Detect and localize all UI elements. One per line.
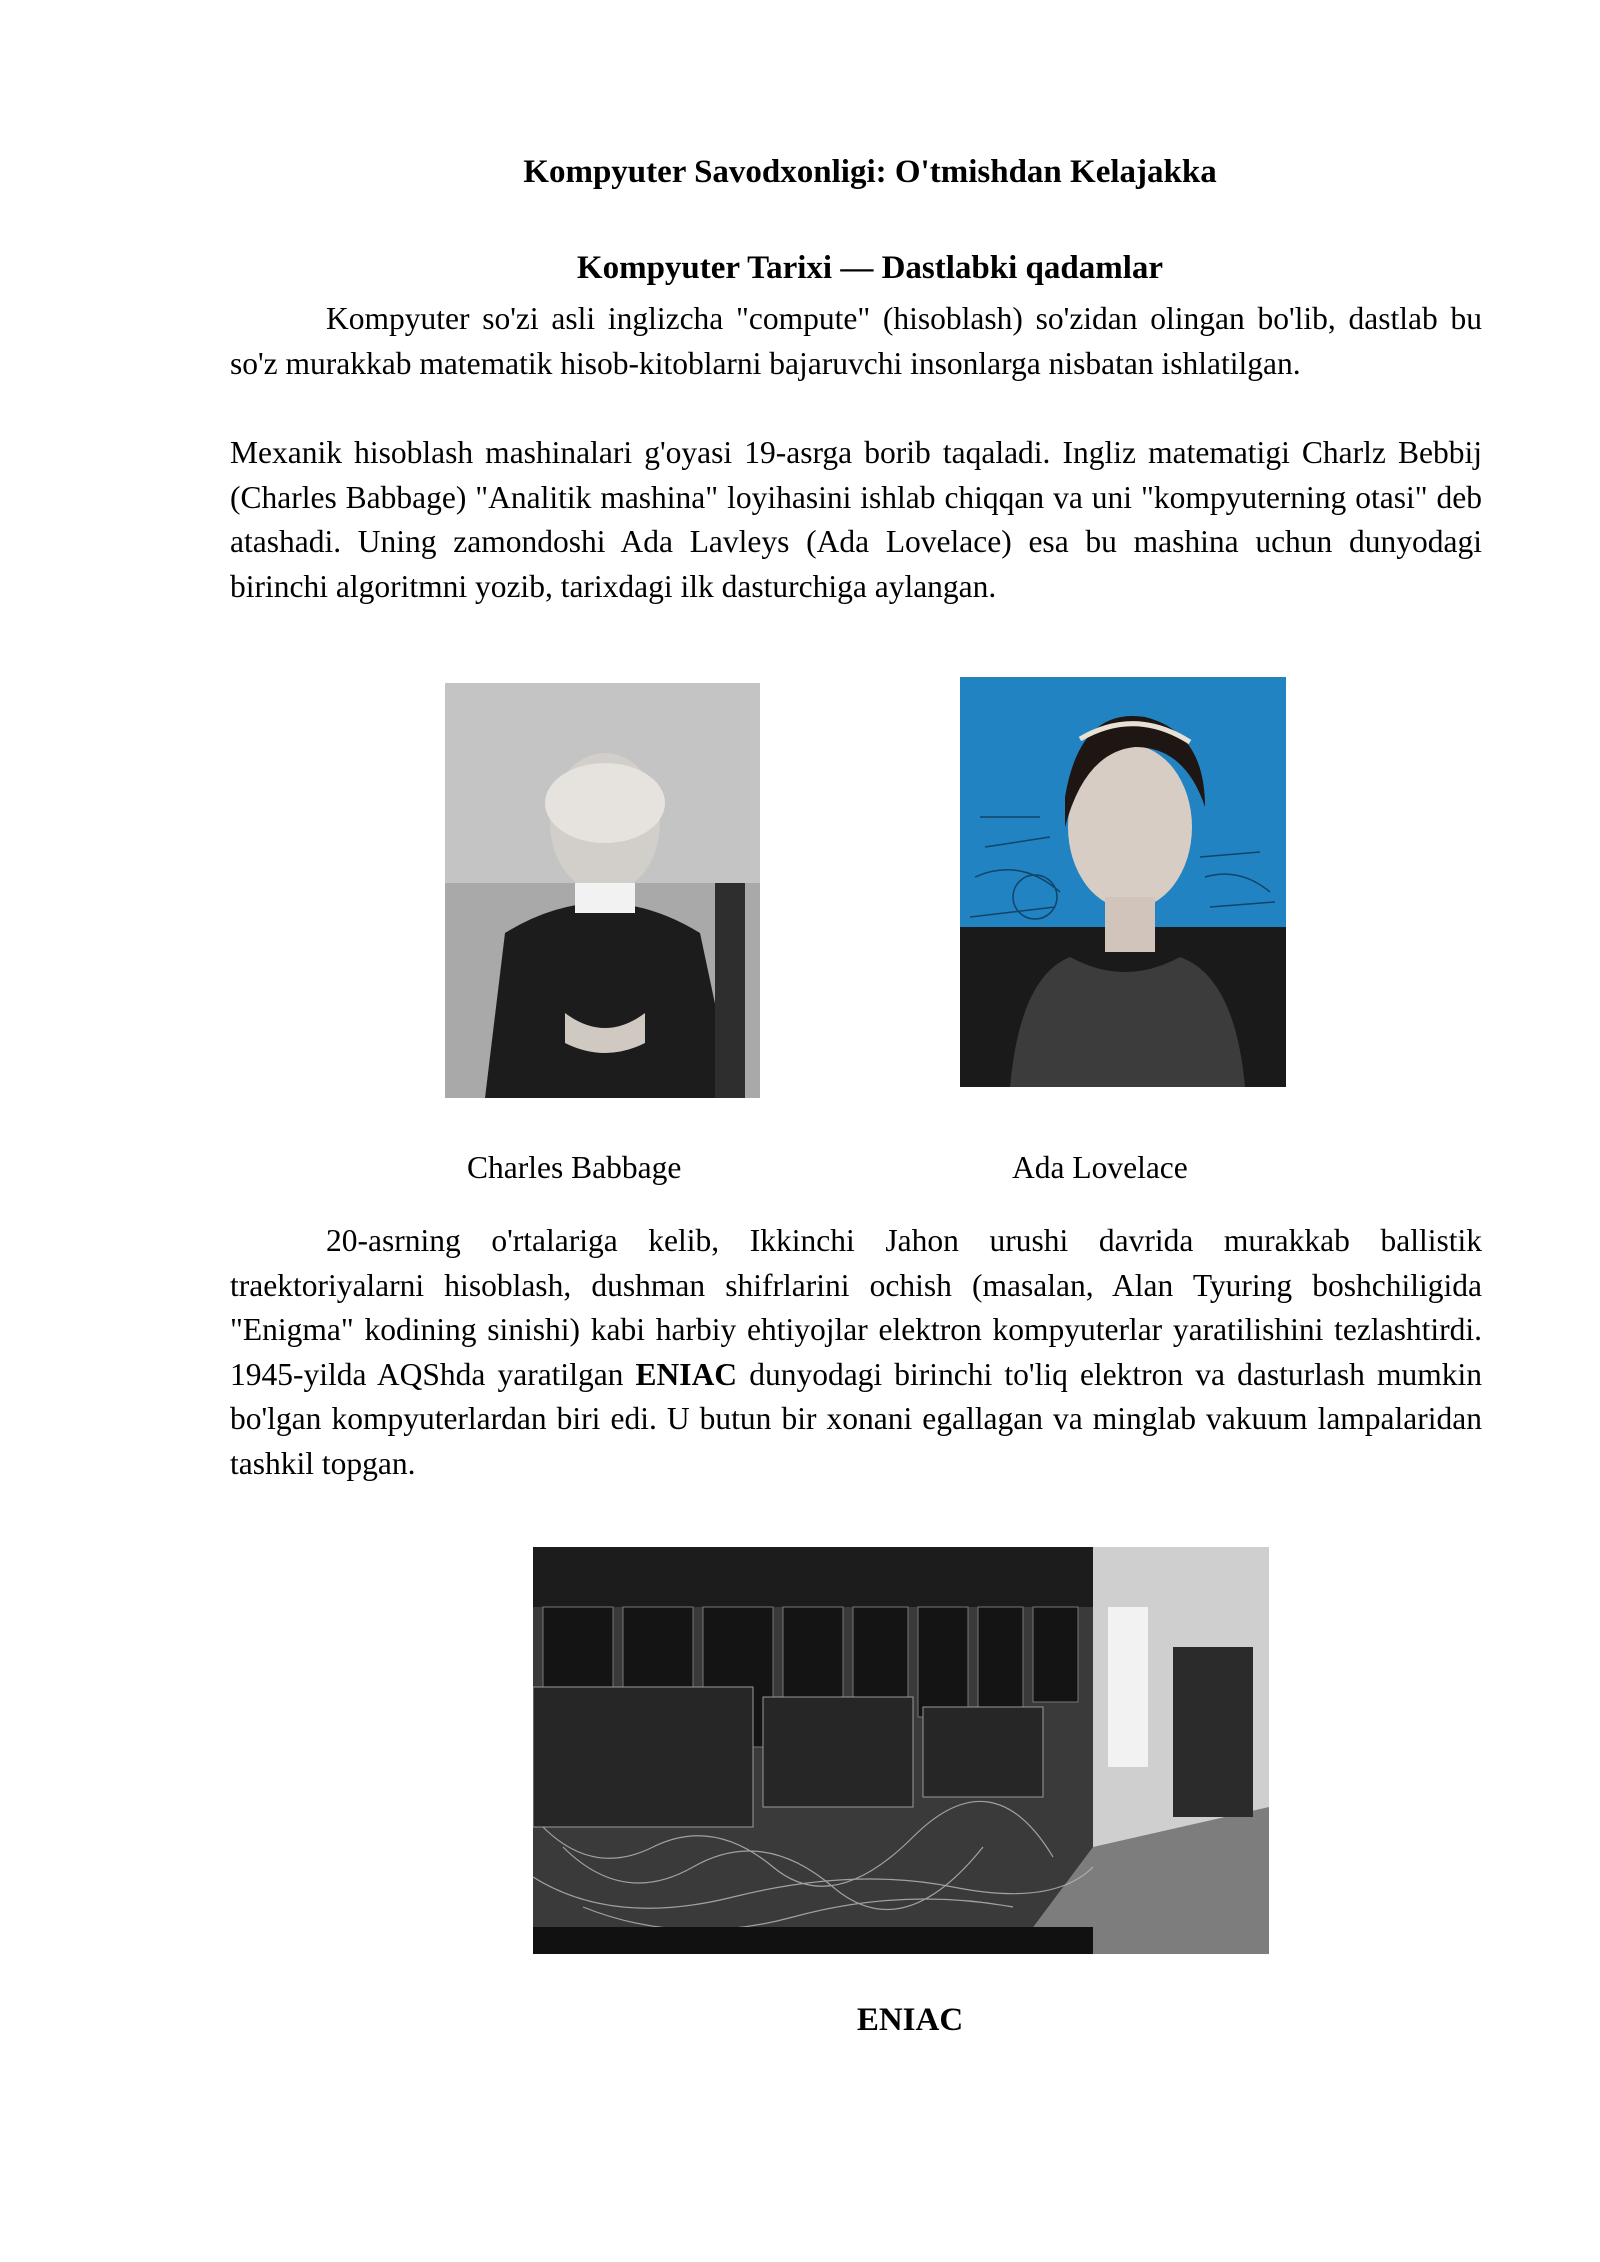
eniac-photo xyxy=(533,1547,1269,1954)
document-title: Kompyuter Savodxonligi: O'tmishdan Kelajakka xyxy=(523,154,1217,190)
caption-eniac: ENIAC xyxy=(856,2002,964,2038)
eniac-bold: ENIAC xyxy=(635,1356,738,1392)
babbage-portrait-art xyxy=(445,683,760,1098)
paragraph-intro: Kompyuter so'zi asli inglizcha "compute" (hisoblash) so'zidan olingan bo'lib, dastlab bu so'z murakkab matematik hisob-kitoblarni bajaruvchi insonlarga nisbatan ishlatilgan. xyxy=(230,301,1482,381)
lovelace-portrait-art xyxy=(960,677,1286,1087)
caption-babbage: Charles Babbage xyxy=(467,1150,682,1185)
paragraph-eniac-part2: dunyodagi birinchi to'liq elektron va dasturlash mumkin bo'lgan kompyuterlardan biri edi. U butun bir xonani egallagan va minglab vakuum lampalaridan tashkil topgan. xyxy=(230,1356,1482,1481)
paragraph-eniac-part1: 20-asrning o'rtalariga kelib, Ikkinchi Jahon urushi davrida murakkab ballistik traektoriyalarni hisoblash, dushman shifrlarini ochish (masalan, Alan Tyuring boshchiligida "Enigma" kodining sinishi) kabi harbiy ehtiyojlar elektron kompyuterlar yaratilishini tezlashtirdi. 1945-yilda AQShda yaratilgan xyxy=(230,1223,1482,1392)
eniac-photo-art xyxy=(533,1547,1269,1954)
section-title: Kompyuter Tarixi — Dastlabki qadamlar xyxy=(576,250,1164,286)
paragraph-eniac xyxy=(230,1219,1482,1486)
babbage-portrait xyxy=(445,683,760,1098)
paragraph-mechanical: Mexanik hisoblash mashinalari g'oyasi 19-asrga borib taqaladi. Ingliz matematigi Charlz Bebbij (Charles Babbage) "Analitik mashina" loyihasini ishlab chiqqan va uni "kompyuterning otasi" deb atashadi. Uning zamondoshi Ada Lavleys (Ada Lovelace) esa bu mashina uchun dunyodagi birinchi algoritmni yozib, tarixdagi ilk dasturchiga aylangan. xyxy=(230,435,1482,604)
lovelace-portrait xyxy=(960,677,1286,1087)
caption-lovelace: Ada Lovelace xyxy=(1012,1150,1188,1185)
